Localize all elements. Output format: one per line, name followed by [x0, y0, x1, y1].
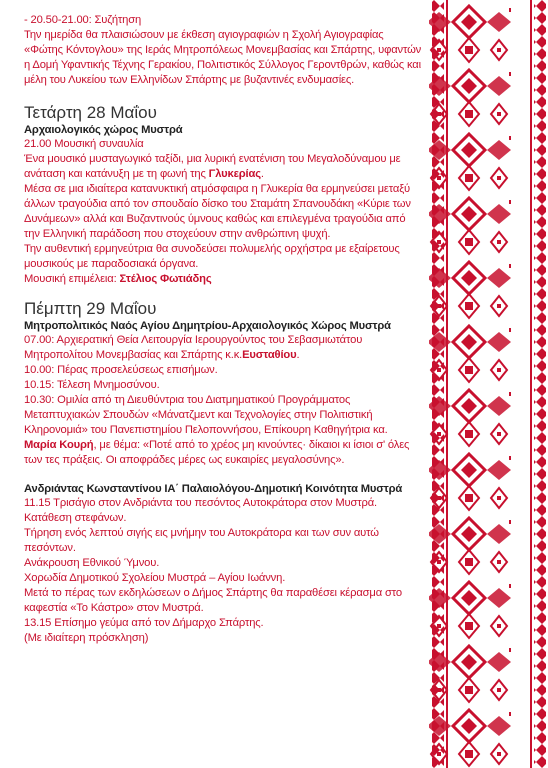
thursday-item8: Ανάκρουση Εθνικού Ύμνου.: [24, 557, 160, 570]
wednesday-title: Τετάρτη 28 Μαΐου: [24, 102, 157, 122]
music-director-name: Στέλιος Φωτιάδης: [119, 272, 212, 285]
thursday-location: Μητροπολιτικός Ναός Αγίου Δημητρίου-Αρχαιολογικός Χώρος Μυστρά: [24, 319, 391, 332]
thursday-item3: 10.15: Τέλεση Μνημοσύνου.: [24, 379, 160, 392]
thursday-item6: Κατάθεση στεφάνων.: [24, 512, 127, 525]
thursday-item10: Μετά το πέρας των εκδηλώσεων ο Δήμος Σπάρτης θα παραθέσει κέρασμα στο καφεστία «Το Κάστρο» στον Μυστρά.: [24, 586, 402, 614]
thursday-item1: 07.00: Αρχιερατική Θεία Λειτουργία Ιερουργούντος του Σεβασμιωτάτου Μητροπολίτου Μονεμβασίας και Σπάρτης κ.κ.Ευσταθίου.: [24, 334, 363, 362]
wednesday-location: Αρχαιολογικός χώρος Μυστρά: [24, 123, 183, 136]
music-credit: Μουσική επιμέλεια: Στέλιος Φωτιάδης: [24, 272, 212, 285]
thursday-item5: 11.15 Τρισάγιο στον Ανδριάντα του πεσόντος Αυτοκράτορα στον Μυστρά.: [24, 497, 377, 510]
thursday-item4: 10.30: Ομιλία από τη Διευθύντρια του Διατμηματικού Προγράμματος Μεταπτυχιακών Σπουδών «Μάνατζμεντ και Τεχνολογίες στην Πολιτιστική Κληρονομιά» του Πανεπιστημίου Πελοποννήσου, Επίκουρη Καθηγήτρια κα.: [24, 394, 388, 436]
wednesday-time: 21.00 Μουσική συναυλία: [24, 138, 144, 151]
thursday-title: Πέμπτη 29 Μαΐου: [24, 298, 157, 318]
decorative-border: [428, 0, 548, 768]
intro-time: - 20.50-21.00: Συζήτηση: [24, 14, 142, 26]
thursday-item11: 13.15 Επίσημο γεύμα από τον Δήμαρχο Σπάρτης.: [24, 616, 264, 629]
wednesday-desc2: Μέσα σε μια ιδιαίτερα κατανυκτική ατμόσφαιρα η Γλυκερία θα ερμηνεύσει μεταξύ άλλων τραγούδια από τον σπουδαίο δίσκο του Σταμάτη Σπανουδάκη «Κύριε των Δυνάμεων» αλλά και Βυζαντινούς ύμνους καθώς και επιλεγμένα τραγούδια από την Ελληνική παράδοση που στοχεύουν στην ανθρώπινη ψυχή.: [24, 183, 411, 240]
thursday-location2: Ανδριάντας Κωνσταντίνου ΙΑ΄ Παλαιολόγου-Δημοτική Κοινότητα Μυστρά: [24, 482, 403, 495]
thursday-item9: Χορωδία Δημοτικού Σχολείου Μυστρά – Αγίου Ιωάννη.: [24, 572, 286, 584]
wednesday-desc3: Την αυθεντική ερμηνεύτρια θα συνοδεύσει πολυμελής ορχήστρα με εξαίρετους μουσικούς με παραδοσιακά όργανα.: [24, 242, 400, 270]
speaker-name: Μαρία Κουρή: [24, 438, 94, 451]
speaker-line: Μαρία Κουρή, με θέμα: «Ποτέ από το χρέος μη κινούντες· δίκαιοι κι ίσιοι σ' όλες των τες πράξεις. Οι αποφράδες μέρες ως ευκαιρίες μεγαλοσύνης».: [24, 438, 410, 466]
singer-name: Γλυκερίας: [208, 168, 261, 181]
wednesday-desc1: Ένα μουσικό μυσταγωγικό ταξίδι, μια λυρική ενατένιση του Μεγαλοδύναμου με ανάταση και κατάνυξη με τη φωνή της Γλυκερίας.: [24, 153, 401, 181]
thursday-item12: (Με ιδιαίτερη πρόσκληση): [24, 631, 149, 644]
program-text: [24, 13, 424, 646]
metropolitan-name: Ευσταθίου: [242, 349, 297, 362]
thursday-item7: Τήρηση ενός λεπτού σιγής εις μνήμην του Αυτοκράτορα και των συν αυτώ πεσόντων.: [24, 527, 379, 555]
thursday-item2: 10.00: Πέρας προσελεύσεως επισήμων.: [24, 364, 218, 377]
intro-exhibition: Την ημερίδα θα πλαισιώσουν με έκθεση αγιογραφιών η Σχολή Αγιογραφίας «Φώτης Κόντογλου» της Ιεράς Μητροπόλεως Μονεμβασίας και Σπάρτης, υφαντών η Δομή Υφαντικής Τέχνης Γερακίου, Πολιτιστικός Σύλλογος Γεροντθρών, καθώς και μέλη του Λυκείου των Ελληνίδων Σπάρτης με βυζαντινές ενδυμασίες.: [24, 28, 422, 86]
